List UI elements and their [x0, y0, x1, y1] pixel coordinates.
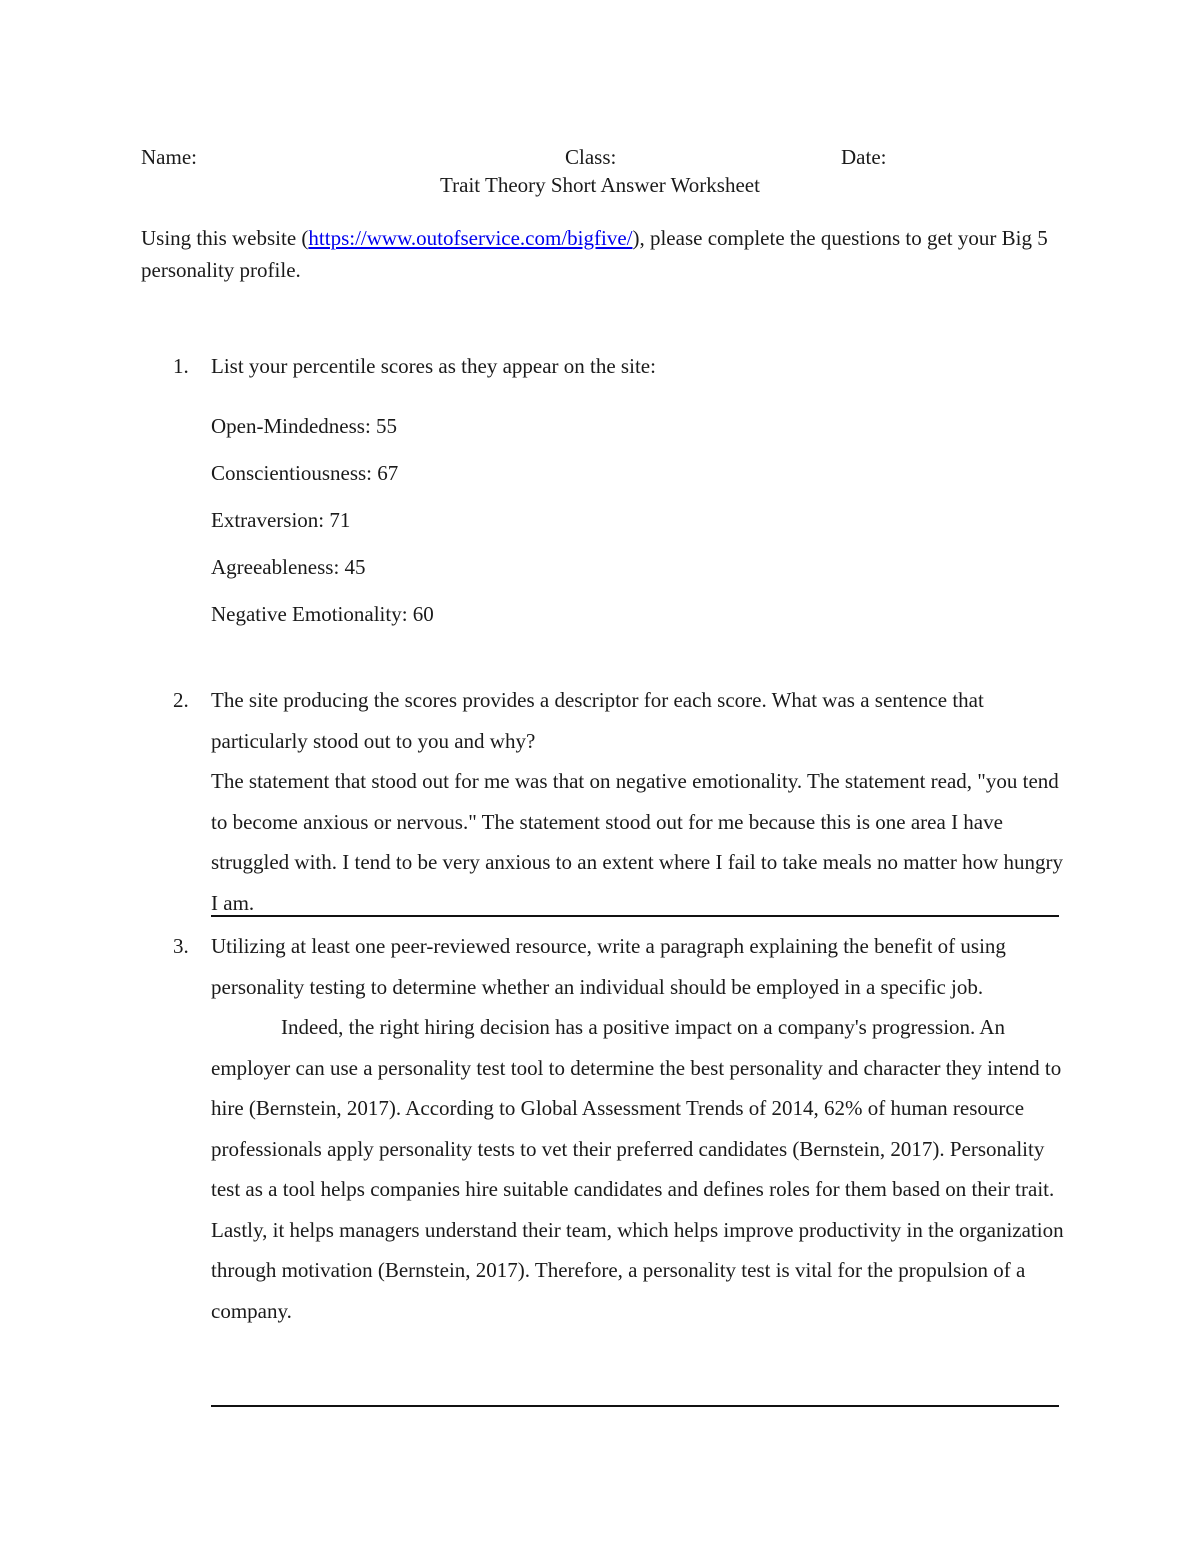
question-1-prompt: List your percentile scores as they appear on the site:: [211, 354, 656, 378]
answer-3-underline: [211, 1405, 1059, 1407]
question-3-answer: Indeed, the right hiring decision has a positive impact on a company's progression. An employer can use a personality test tool to determine the best personality and character they intend to hire (Bernstein, 2017). According to Global Assessment Trends of 2014, 62% of human resource professionals apply personality tests to vet their preferred candidates (Bernstein, 2017). Personality test as a tool helps companies hire suitable candidates and defines roles for them based on their trait. Lastly, it helps managers understand their team, which helps improve productivity in the organization through motivation (Bernstein, 2017). Therefore, a personality test is vital for the propulsion of a company.: [211, 1015, 1064, 1323]
question-2-number: 2.: [173, 688, 189, 712]
date-label: Date:: [841, 145, 887, 169]
score-conscientiousness: Conscientiousness: 67: [211, 461, 399, 485]
question-3-number: 3.: [173, 934, 189, 958]
worksheet-title: Trait Theory Short Answer Worksheet: [440, 173, 760, 197]
question-3-prompt: Utilizing at least one peer-reviewed resource, write a paragraph explaining the benefit of using personality testing to determine whether an individual should be employed in a specific job.: [211, 934, 1006, 999]
answer-2-underline: [211, 915, 1059, 917]
question-2-prompt: The site producing the scores provides a descriptor for each score. What was a sentence that particularly stood out to you and why?: [211, 688, 984, 753]
question-3-block: [211, 926, 1071, 1331]
score-extraversion: Extraversion: 71: [211, 508, 351, 532]
bigfive-link[interactable]: https://www.outofservice.com/bigfive/: [308, 226, 633, 250]
name-label: Name:: [141, 145, 197, 169]
score-agreeableness: Agreeableness: 45: [211, 555, 366, 579]
question-2-answer: The statement that stood out for me was that on negative emotionality. The statement read, "you tend to become anxious or nervous." The statement stood out for me because this is one area I have struggled with. I tend to be very anxious to an extent where I fail to take meals no matter how hungry I am.: [211, 769, 1064, 915]
question-1-number: 1.: [173, 354, 189, 378]
class-label: Class:: [565, 145, 617, 169]
question-3-answer-wrap: [211, 1007, 1071, 1331]
score-list: [211, 406, 434, 641]
intro-text-before: Using this website (: [141, 226, 309, 250]
question-2-block: [211, 680, 1071, 923]
intro-text-after: ), please complete the questions to get your Big 5 personality profile.: [141, 226, 1048, 282]
score-negative-emotionality: Negative Emotionality: 60: [211, 602, 434, 626]
score-open-mindedness: Open-Mindedness: 55: [211, 414, 398, 438]
intro-paragraph: [141, 222, 1071, 286]
